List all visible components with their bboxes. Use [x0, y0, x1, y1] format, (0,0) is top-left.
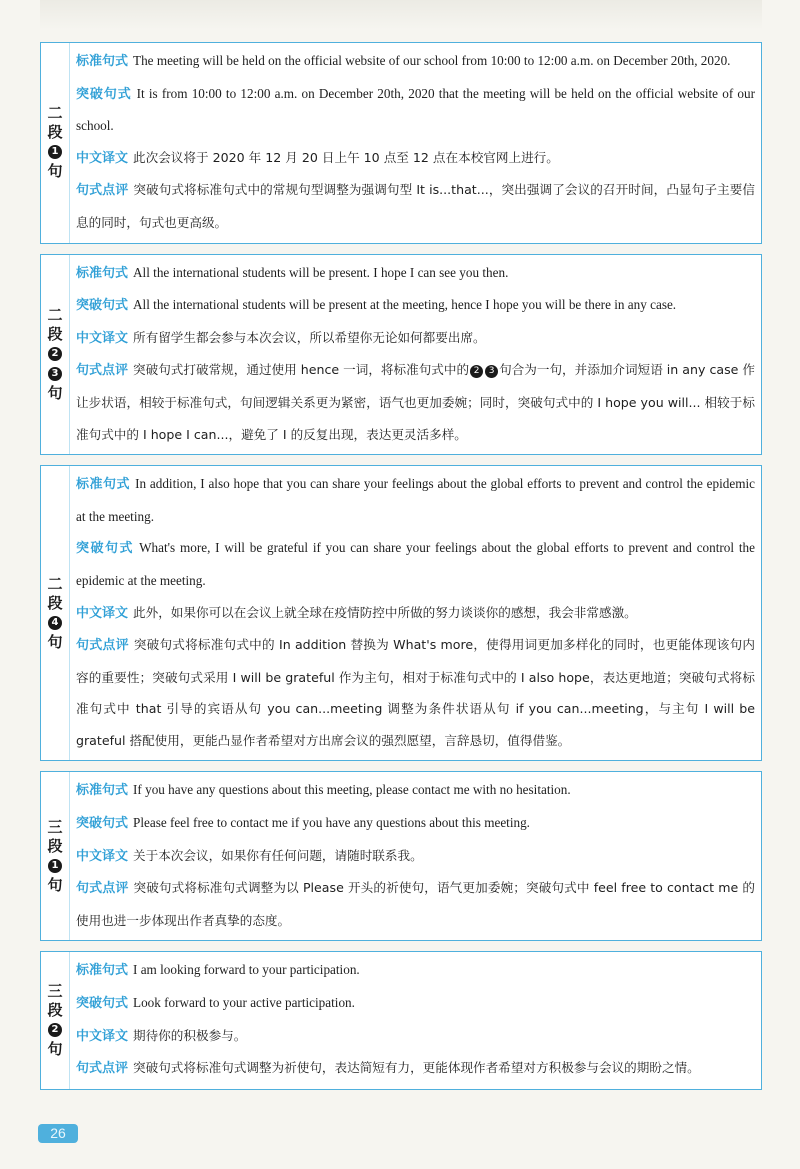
block-content [70, 772, 761, 940]
sentence-block-3-1 [40, 771, 762, 941]
block-content [70, 255, 761, 455]
breakthrough-sentence: 突破句式 What's more, I will be grateful if you can share your feelings about the global efforts to prevent and control the epidemic at the meeting. [76, 540, 755, 588]
sentence-comment: 句式点评 突破句式将标准句式中的 In addition 替换为 What's more，使得用词更加多样化的同时，也更能体现该句内容的重要性；突破句式采用 I will be grateful 作为主句，相对于标准句式中的 I also hope，表达更地道；突破句式将标准句式中 that 引导的宾语从句 you can...meeting 调整为条件状语从句 if you can...meeting，与主句 I will be grateful 搭配使用，更能凸显作者希望对方出席会议的强烈愿望，言辞恳切，值得借鉴。 [76, 637, 755, 748]
circled-number: 2 [470, 365, 483, 378]
block-side-label: 三 段 2 句 [41, 952, 70, 1088]
block-side-label: 二 段 1 句 [41, 43, 70, 243]
chinese-translation: 中文译文 关于本次会议，如果你有任何问题，请随时联系我。 [76, 847, 423, 864]
circled-number: 4 [48, 616, 62, 630]
circled-number: 1 [48, 859, 62, 873]
sentence-block-2-1 [40, 42, 762, 244]
page-number: 26 [38, 1124, 78, 1143]
circled-number: 1 [48, 145, 62, 159]
breakthrough-sentence: 突破句式 All the international students will be present at the meeting, hence I hope you will be there in any case. [76, 297, 677, 314]
page-content [40, 42, 762, 1100]
top-shadow [40, 0, 762, 30]
standard-sentence: 标准句式 I am looking forward to your participation. [76, 962, 360, 979]
chinese-translation: 中文译文 期待你的积极参与。 [76, 1027, 247, 1044]
sentence-comment: 句式点评 突破句式将标准句式调整为以 Please 开头的祈使句，语气更加委婉；突破句式中 feel free to contact me 的使用也进一步体现出作者真挚的态度。 [76, 880, 755, 928]
chinese-translation: 中文译文 此外，如果你可以在会议上就全球在疫情防控中所做的努力谈谈你的感想，我会非常感激。 [76, 604, 637, 621]
breakthrough-sentence: 突破句式 Look forward to your active participation. [76, 995, 355, 1012]
circled-number: 3 [48, 367, 62, 381]
sentence-block-2-23 [40, 254, 762, 456]
sentence-comment: 句式点评 突破句式将标准句式中的常规句型调整为强调句型 It is...that...，突出强调了会议的召开时间，凸显句子主要信息的同时，句式也更高级。 [76, 182, 755, 230]
block-side-label: 二 段 4 句 [41, 466, 70, 760]
standard-sentence: 标准句式 If you have any questions about this meeting, please contact me with no hesitation. [76, 782, 571, 799]
sentence-comment: 句式点评 突破句式将标准句式调整为祈使句，表达简短有力，更能体现作者希望对方积极参与会议的期盼之情。 [76, 1060, 700, 1077]
sentence-block-2-4 [40, 465, 762, 761]
circled-number: 3 [485, 365, 498, 378]
circled-number: 2 [48, 1023, 62, 1037]
circled-number: 2 [48, 347, 62, 361]
standard-sentence: 标准句式 The meeting will be held on the official website of our school from 10:00 to 12:00 a.m. on December 20th, 2020. [76, 53, 731, 69]
block-side-label: 三 段 1 句 [41, 772, 70, 940]
block-side-label: 二 段 2 3 句 [41, 255, 70, 455]
block-content [70, 466, 761, 760]
chinese-translation: 中文译文 此次会议将于 2020 年 12 月 20 日上午 10 点至 12 点在本校官网上进行。 [76, 149, 559, 166]
standard-sentence: 标准句式 In addition, I also hope that you can share your feelings about the global efforts to prevent and control the epidemic at the meeting. [76, 476, 755, 524]
sentence-block-3-2 [40, 951, 762, 1089]
sentence-comment: 句式点评 突破句式打破常规，通过使用 hence 一词，将标准句式中的 2 3 句合为一句，并添加介词短语 in any case 作让步状语，相较于标准句式，句间逻辑关系更为紧密，语气也更加委婉；同时，突破句式中的 I hope you will... 相较于标准句式中的 I hope I can...，避免了 I 的反复出现，表达更灵活多样。 [76, 362, 755, 442]
breakthrough-sentence: 突破句式 It is from 10:00 to 12:00 a.m. on December 20th, 2020 that the meeting will be held on the official website of our school. [76, 85, 755, 134]
chinese-translation: 中文译文 所有留学生都会参与本次会议，所以希望你无论如何都要出席。 [76, 329, 486, 346]
block-content [70, 43, 761, 243]
standard-sentence: 标准句式 All the international students will be present. I hope I can see you then. [76, 264, 509, 281]
breakthrough-sentence: 突破句式 Please feel free to contact me if you have any questions about this meeting. [76, 815, 530, 832]
block-content [70, 952, 761, 1088]
